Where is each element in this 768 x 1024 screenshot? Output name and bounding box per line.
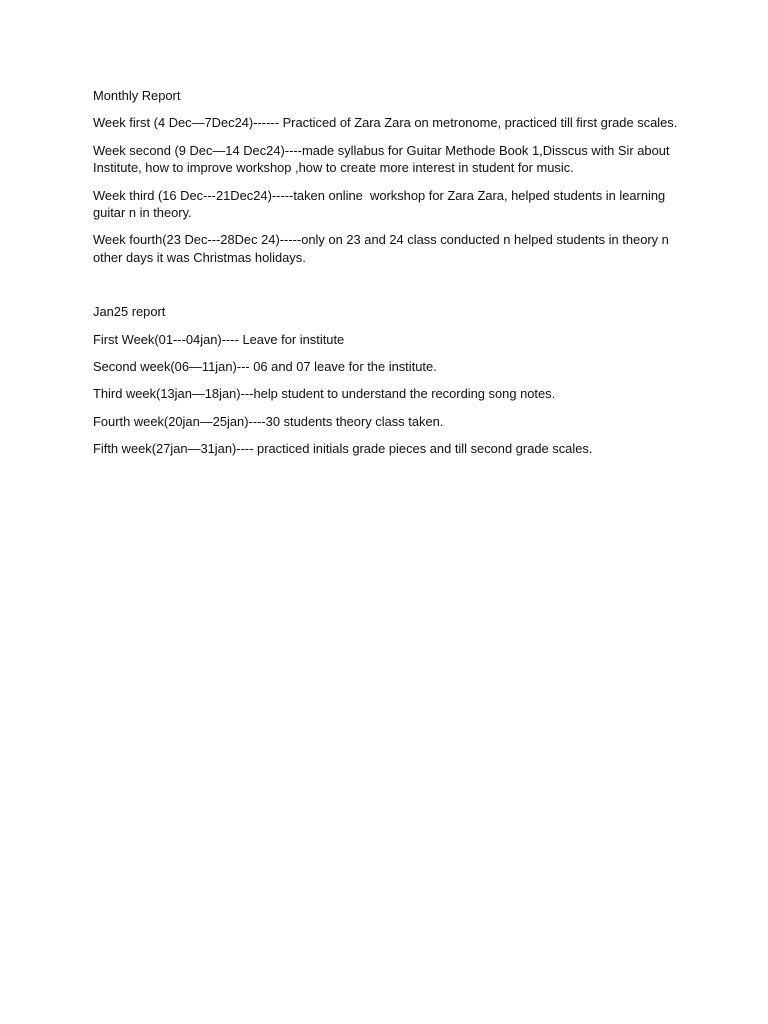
dec-week-first: Week first (4 Dec—7Dec24)------ Practiced of Zara Zara on metronome, practiced till first grade scales. (93, 115, 678, 131)
jan-week-third: Third week(13jan—18jan)---help student to understand the recording song notes. (93, 386, 556, 402)
dec-week-second: Week second (9 Dec—14 Dec24)----made syllabus for Guitar Methode Book 1,Disscus with Sir about Institute, how to improve workshop ,how to create more interest in student for music. (93, 142, 674, 176)
dec-week-fourth: Week fourth(23 Dec---28Dec 24)-----only on 23 and 24 class conducted n helped students in theory n other days it was Christmas holidays. (93, 232, 673, 265)
jan-week-fifth: Fifth week(27jan—31jan)---- practiced initials grade pieces and till second grade scales. (93, 441, 593, 457)
section-spacer (93, 276, 678, 303)
dec-week-third: Week third (16 Dec---21Dec24)-----taken online workshop for Zara Zara, helped students in learning guitar n in theory. (93, 187, 669, 221)
jan-week-second: Second week(06—11jan)--- 06 and 07 leave for the institute. (93, 359, 437, 375)
jan-week-first: First Week(01---04jan)---- Leave for institute (93, 331, 345, 347)
document-body[interactable] (93, 87, 678, 468)
jan-report-title: Jan25 report (93, 304, 166, 320)
monthly-report-title: Monthly Report (93, 88, 181, 103)
jan-week-fourth: Fourth week(20jan—25jan)----30 students theory class taken. (93, 413, 444, 429)
